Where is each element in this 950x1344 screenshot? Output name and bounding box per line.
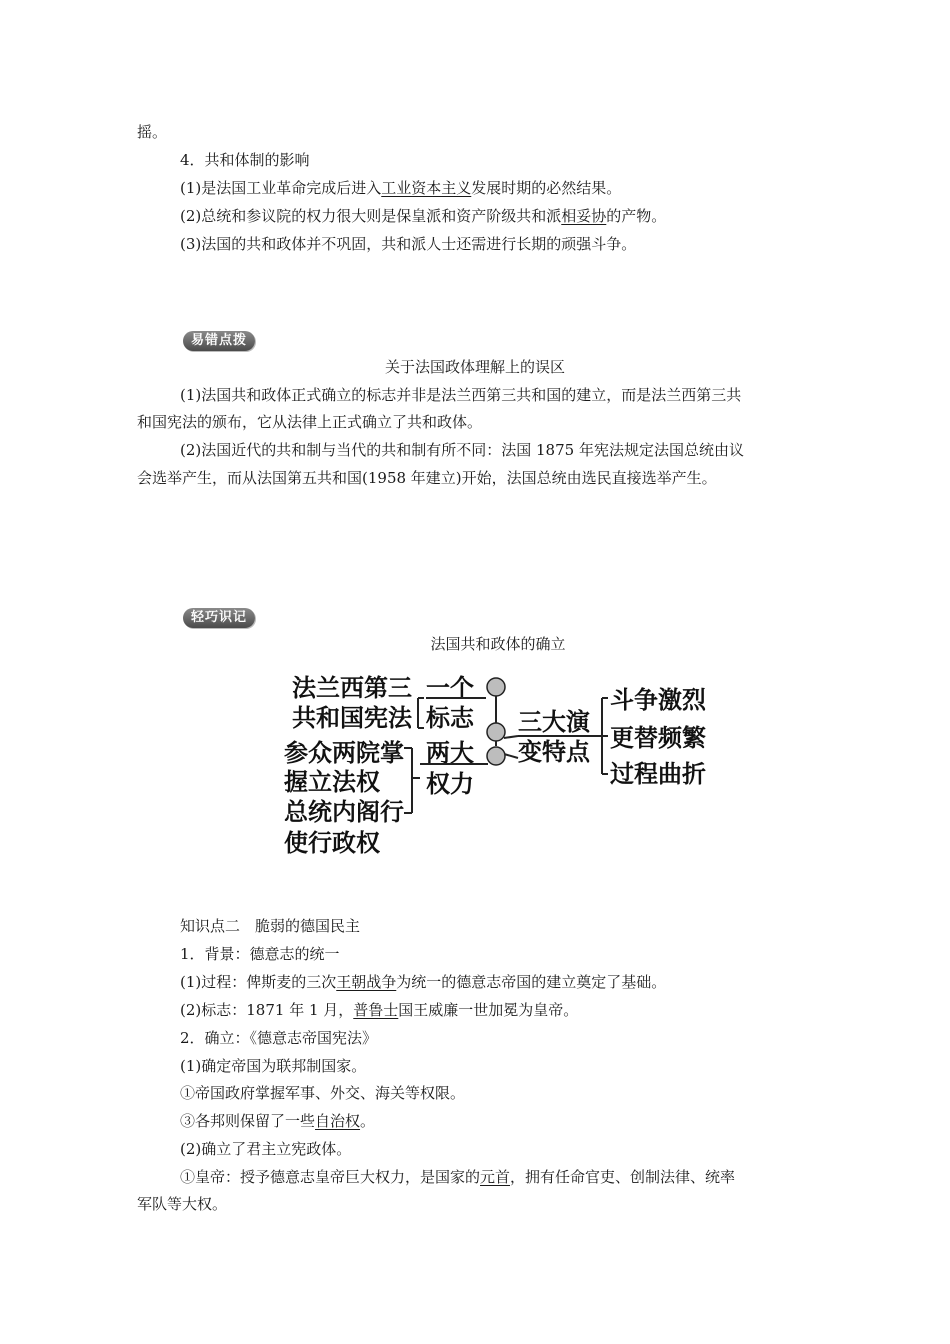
mind-map-diagram <box>280 668 720 868</box>
diagram-node <box>487 723 505 741</box>
memo-badge: 轻巧识记 <box>183 608 255 628</box>
text-line: 军队等大权。 <box>137 1195 228 1213</box>
diagram-label: 使行政权 <box>284 829 380 857</box>
tip-badge: 易错点拨 <box>183 331 255 351</box>
section-heading: 知识点二 脆弱的德国民主 <box>180 917 361 935</box>
memo-title: 法国共和政体的确立 <box>430 635 566 653</box>
text-line: (1)是法国工业革命完成后进入工业资本主义发展时期的必然结果。 <box>180 179 622 197</box>
diagram-label: 过程曲折 <box>610 760 706 788</box>
text-line: 摇。 <box>137 123 168 141</box>
diagram-label: 共和国宪法 <box>292 704 412 732</box>
diagram-label: 三大演 <box>518 708 590 736</box>
list-heading: 2．确立：《德意志帝国宪法》 <box>180 1029 378 1047</box>
diagram-label: 斗争激烈 <box>610 686 706 714</box>
diagram-node <box>487 678 505 696</box>
text-line: (1)法国共和政体正式确立的标志并非是法兰西第三共和国的建立，而是法兰西第三共 <box>180 386 742 404</box>
text-line: ①帝国政府掌握军事、外交、海关等权限。 <box>180 1084 466 1102</box>
diagram-label: 握立法权 <box>284 768 380 796</box>
text-line: ③各邦则保留了一些自治权。 <box>180 1112 376 1130</box>
text-line: 会选举产生，而从法国第五共和国(1958 年建立)开始，法国总统由选民直接选举产生。 <box>137 469 717 487</box>
diagram-label: 权力 <box>426 770 474 798</box>
diagram-label: 一个 <box>426 674 474 702</box>
text-line: (1)确定帝国为联邦制国家。 <box>180 1057 367 1075</box>
text-line: (2)法国近代的共和制与当代的共和制有所不同：法国 1875 年宪法规定法国总统由议 <box>180 441 744 459</box>
text-line: (2)总统和参议院的权力很大则是保皇派和资产阶级共和派相妥协的产物。 <box>180 207 667 225</box>
text-line: (2)确立了君主立宪政体。 <box>180 1140 352 1158</box>
text-line: (3)法国的共和政体并不巩固，共和派人士还需进行长期的顽强斗争。 <box>180 235 637 253</box>
diagram-label: 法兰西第三 <box>292 674 412 702</box>
diagram-label: 标志 <box>426 704 474 732</box>
list-heading: 4．共和体制的影响 <box>180 151 310 169</box>
diagram-label: 参众两院掌 <box>284 739 404 767</box>
diagram-node <box>487 747 505 765</box>
diagram-label: 变特点 <box>518 738 590 766</box>
text-line: ①皇帝：授予德意志皇帝巨大权力，是国家的元首，拥有任命官吏、创制法律、统率 <box>180 1168 736 1186</box>
tip-title: 关于法国政体理解上的误区 <box>384 358 566 376</box>
text-line: 和国宪法的颁布，它从法律上正式确立了共和政体。 <box>137 413 483 431</box>
diagram-label: 更替频繁 <box>610 724 706 752</box>
diagram-label: 两大 <box>426 739 474 767</box>
text-line: (1)过程：俾斯麦的三次王朝战争为统一的德意志帝国的建立奠定了基础。 <box>180 973 667 991</box>
text-line: (2)标志：1871 年 1 月，普鲁士国王威廉一世加冕为皇帝。 <box>180 1001 579 1019</box>
diagram-label: 总统内阁行 <box>284 798 404 826</box>
list-heading: 1．背景：德意志的统一 <box>180 945 340 963</box>
